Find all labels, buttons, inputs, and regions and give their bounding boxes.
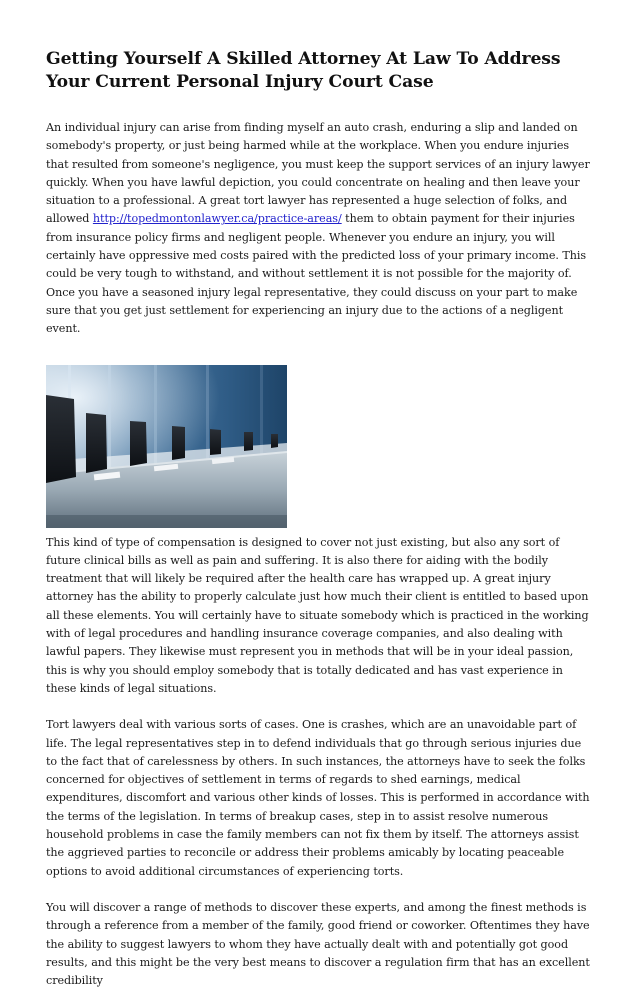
- paragraph-compensation: This kind of type of compensation is designed to cover not just existing, but also any sort of future clinical bills as well as pain and suffering. It is also there for aiding with the bodily treatment that will likely be required after the health care has wrapped up. A great injury attorney has the ability to properly calculate just how much their client is entitled to based upon all these elements. You will certainly have to situate somebody which is practiced in the working with of legal procedures and handling insurance coverage companies, and also dealing with lawful papers. They likewise must represent you in methods that will be in your ideal passion, this is why you should employ somebody that is totally dedicated and has vast experience in these kinds of legal situations.: [46, 535, 589, 695]
- paragraph-intro-text-after: them to obtain payment for their injuries from insurance policy firms and negligent people. Whenever you endure an injury, you will certainly have oppressive med costs paired with the predicted loss of your primary income. This could be very tough to withstand, and without settlement it is not possible for the majority of. Once you have a seasoned injury legal representative, they could discuss on your part to make sure that you get just settlement for experiencing an injury due to the actions of a negligent event.: [46, 212, 587, 336]
- document-page: [46, 48, 592, 990]
- paragraph-intro: [46, 119, 592, 339]
- practice-areas-link[interactable]: http://topedmontonlawyer.ca/practice-areas/: [92, 212, 342, 226]
- document-title: Getting Yourself A Skilled Attorney At Law To Address Your Current Personal Injury Court Case: [46, 49, 561, 92]
- paragraph-finding-experts: You will discover a range of methods to discover these experts, and among the finest methods is through a reference from a member of the family, good friend or coworker. Oftentimes they have the ability to suggest lawyers to whom they have actually dealt with and potentially got good results, and this might be the very best means to discover a regulation firm that has an excellent credibility: [46, 900, 590, 988]
- paragraph-tort-lawyers: Tort lawyers deal with various sorts of cases. One is crashes, which are an unavoidable part of life. The legal representatives step in to defend individuals that go through serious injuries due to the fact that of carelessness by others. In such instances, the attorneys have to seek the folks concerned for objectives of settlement in terms of regards to shed earnings, medical expenditures, discomfort and various other kinds of losses. This is performed in accordance with the terms of the legislation. In terms of breakup cases, step in to assist resolve numerous household problems in case the family members can not fix them by itself. The attorneys assist the aggrieved parties to reconcile or address their problems amicably by locating peaceable options to avoid additional circumstances of experiencing torts.: [46, 718, 590, 878]
- conference-room-image: [46, 365, 287, 528]
- conference-room-photo: [46, 365, 287, 528]
- paragraph-intro-text-before: An individual injury can arise from finding myself an auto crash, enduring a slip and landed on somebody's property, or just being harmed while at the workplace. When you endure injuries that resulted from someone's negligence, you must keep the support services of an injury lawyer quickly. When you have lawful depiction, you could concentrate on healing and then leave your situation to a professional. A great tort lawyer has represented a huge selection of folks, and allowed: [46, 121, 590, 226]
